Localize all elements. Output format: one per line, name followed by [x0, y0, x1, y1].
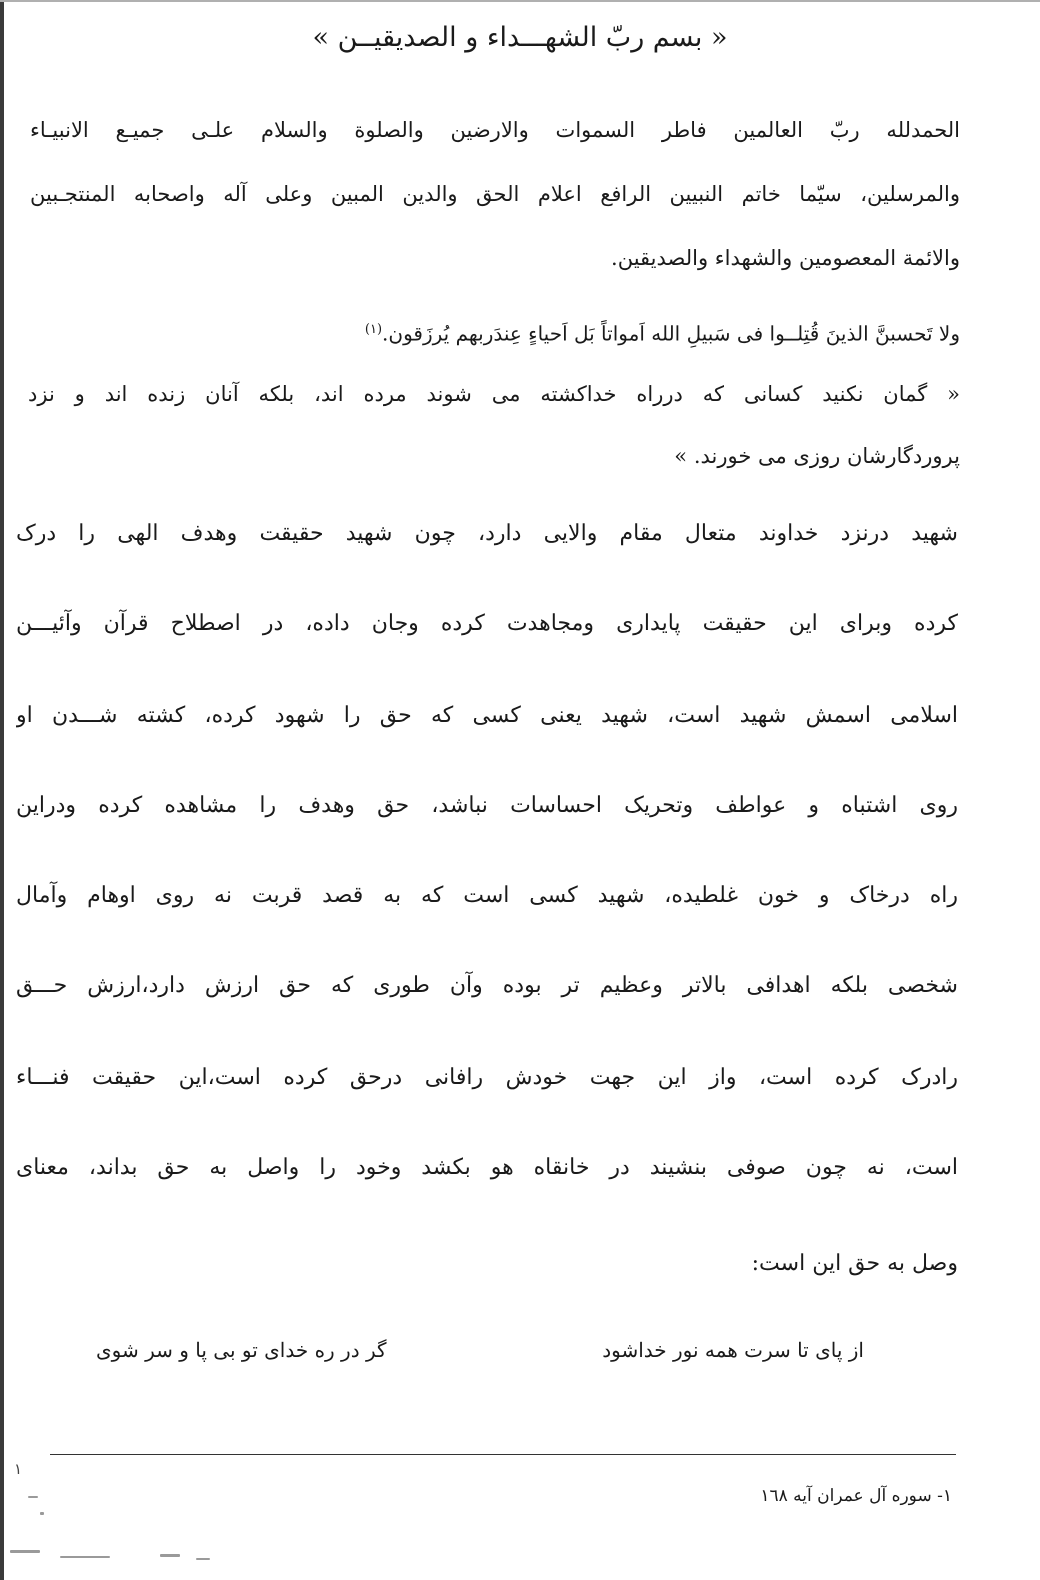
scan-noise: [160, 1554, 180, 1557]
scan-noise: [28, 1496, 38, 1498]
intro-line: الحمدلله ربّ العالمين فاطر السموات والارضين والصلوة والسلام علـى جميـع الانبيـاء: [30, 118, 960, 142]
footnote-divider: [50, 1454, 956, 1455]
scan-edge-top: [0, 0, 1040, 2]
body-line: اسلامی اسمش شهيد است، شهيد يعنی كسی كه حق را شهود كرده، كشته شـــدن او: [16, 703, 958, 728]
intro-line: والمرسلين، سيّما خاتم النبيين الرافع اعلام الحق والدين المبين وعلى آله واصحابه المنتجـبين: [30, 182, 960, 206]
body-line: راه درخاک و خون غلطيده، شهيد كسی است كه به قصد قربت نه روی اوهام وآمال: [16, 883, 958, 908]
scan-noise: [40, 1512, 44, 1515]
body-line: وصل به حق اين است:: [751, 1251, 958, 1276]
body-line: است، نه چون صوفی بنشيند در خانقاه هو بكشد وخود را واصل به حق بداند، معنای: [16, 1155, 958, 1180]
body-line: كرده وبرای اين حقيقت پايداری ومجاهدت كرده وجان داده، در اصطلاح قرآن وآئيـــن: [16, 611, 958, 636]
scan-noise: [196, 1558, 210, 1560]
body-line: شخصی بلكه اهدافی بالاتر وعظيم تر بوده وآن طوری كه حق ارزش دارد،ارزش حـــق: [16, 973, 958, 998]
verse-footnote-mark: (١): [364, 322, 383, 337]
quran-verse: [250, 310, 960, 350]
scan-noise: [60, 1556, 110, 1558]
page-title: « بسم ربّ الشهـــداء و الصديقيــن »: [312, 22, 728, 53]
intro-line: والائمة المعصومين والشهداء والصديقين.: [611, 246, 960, 270]
translation-line: پروردگارشان روزی می خورند. »: [674, 444, 960, 468]
page-number: ١: [14, 1460, 23, 1478]
scan-edge-left: [0, 0, 4, 1580]
body-line: شهيد درنزد خداوند متعال مقام والايی دارد، چون شهيد حقيقت وهدف الهی را درک: [16, 521, 958, 546]
footnote: ١- سوره آل عمران آيه ١٦٨: [760, 1486, 952, 1506]
scan-noise: [10, 1550, 40, 1553]
poem-left-hemistich: گر در ره خدای تو بی پا و سر شوی: [96, 1338, 387, 1362]
body-line: روی اشتباه و عواطف وتحريک احساسات نباشد، حق وهدف را مشاهده كرده ودراين: [16, 793, 958, 818]
body-line: رادرک كرده است، واز اين جهت خودش رافانی درحق كرده است،اين حقيقت فنـــاء: [16, 1065, 958, 1090]
poem-right-hemistich: از پای تا سرت همه نور خداشود: [602, 1338, 864, 1362]
verse-text: ولا تَحسبنَّ الذينَ قُتِلــوا فی سَبيلِ الله اَمواتاً بَل اَحياءٍ عِندَربهم يُرزَقون.: [382, 321, 960, 346]
translation-line: « گمان نكنيد كسانی كه درراه خداكشته می شوند مرده اند، بلكه آنان زنده اند و نزد: [28, 382, 960, 406]
